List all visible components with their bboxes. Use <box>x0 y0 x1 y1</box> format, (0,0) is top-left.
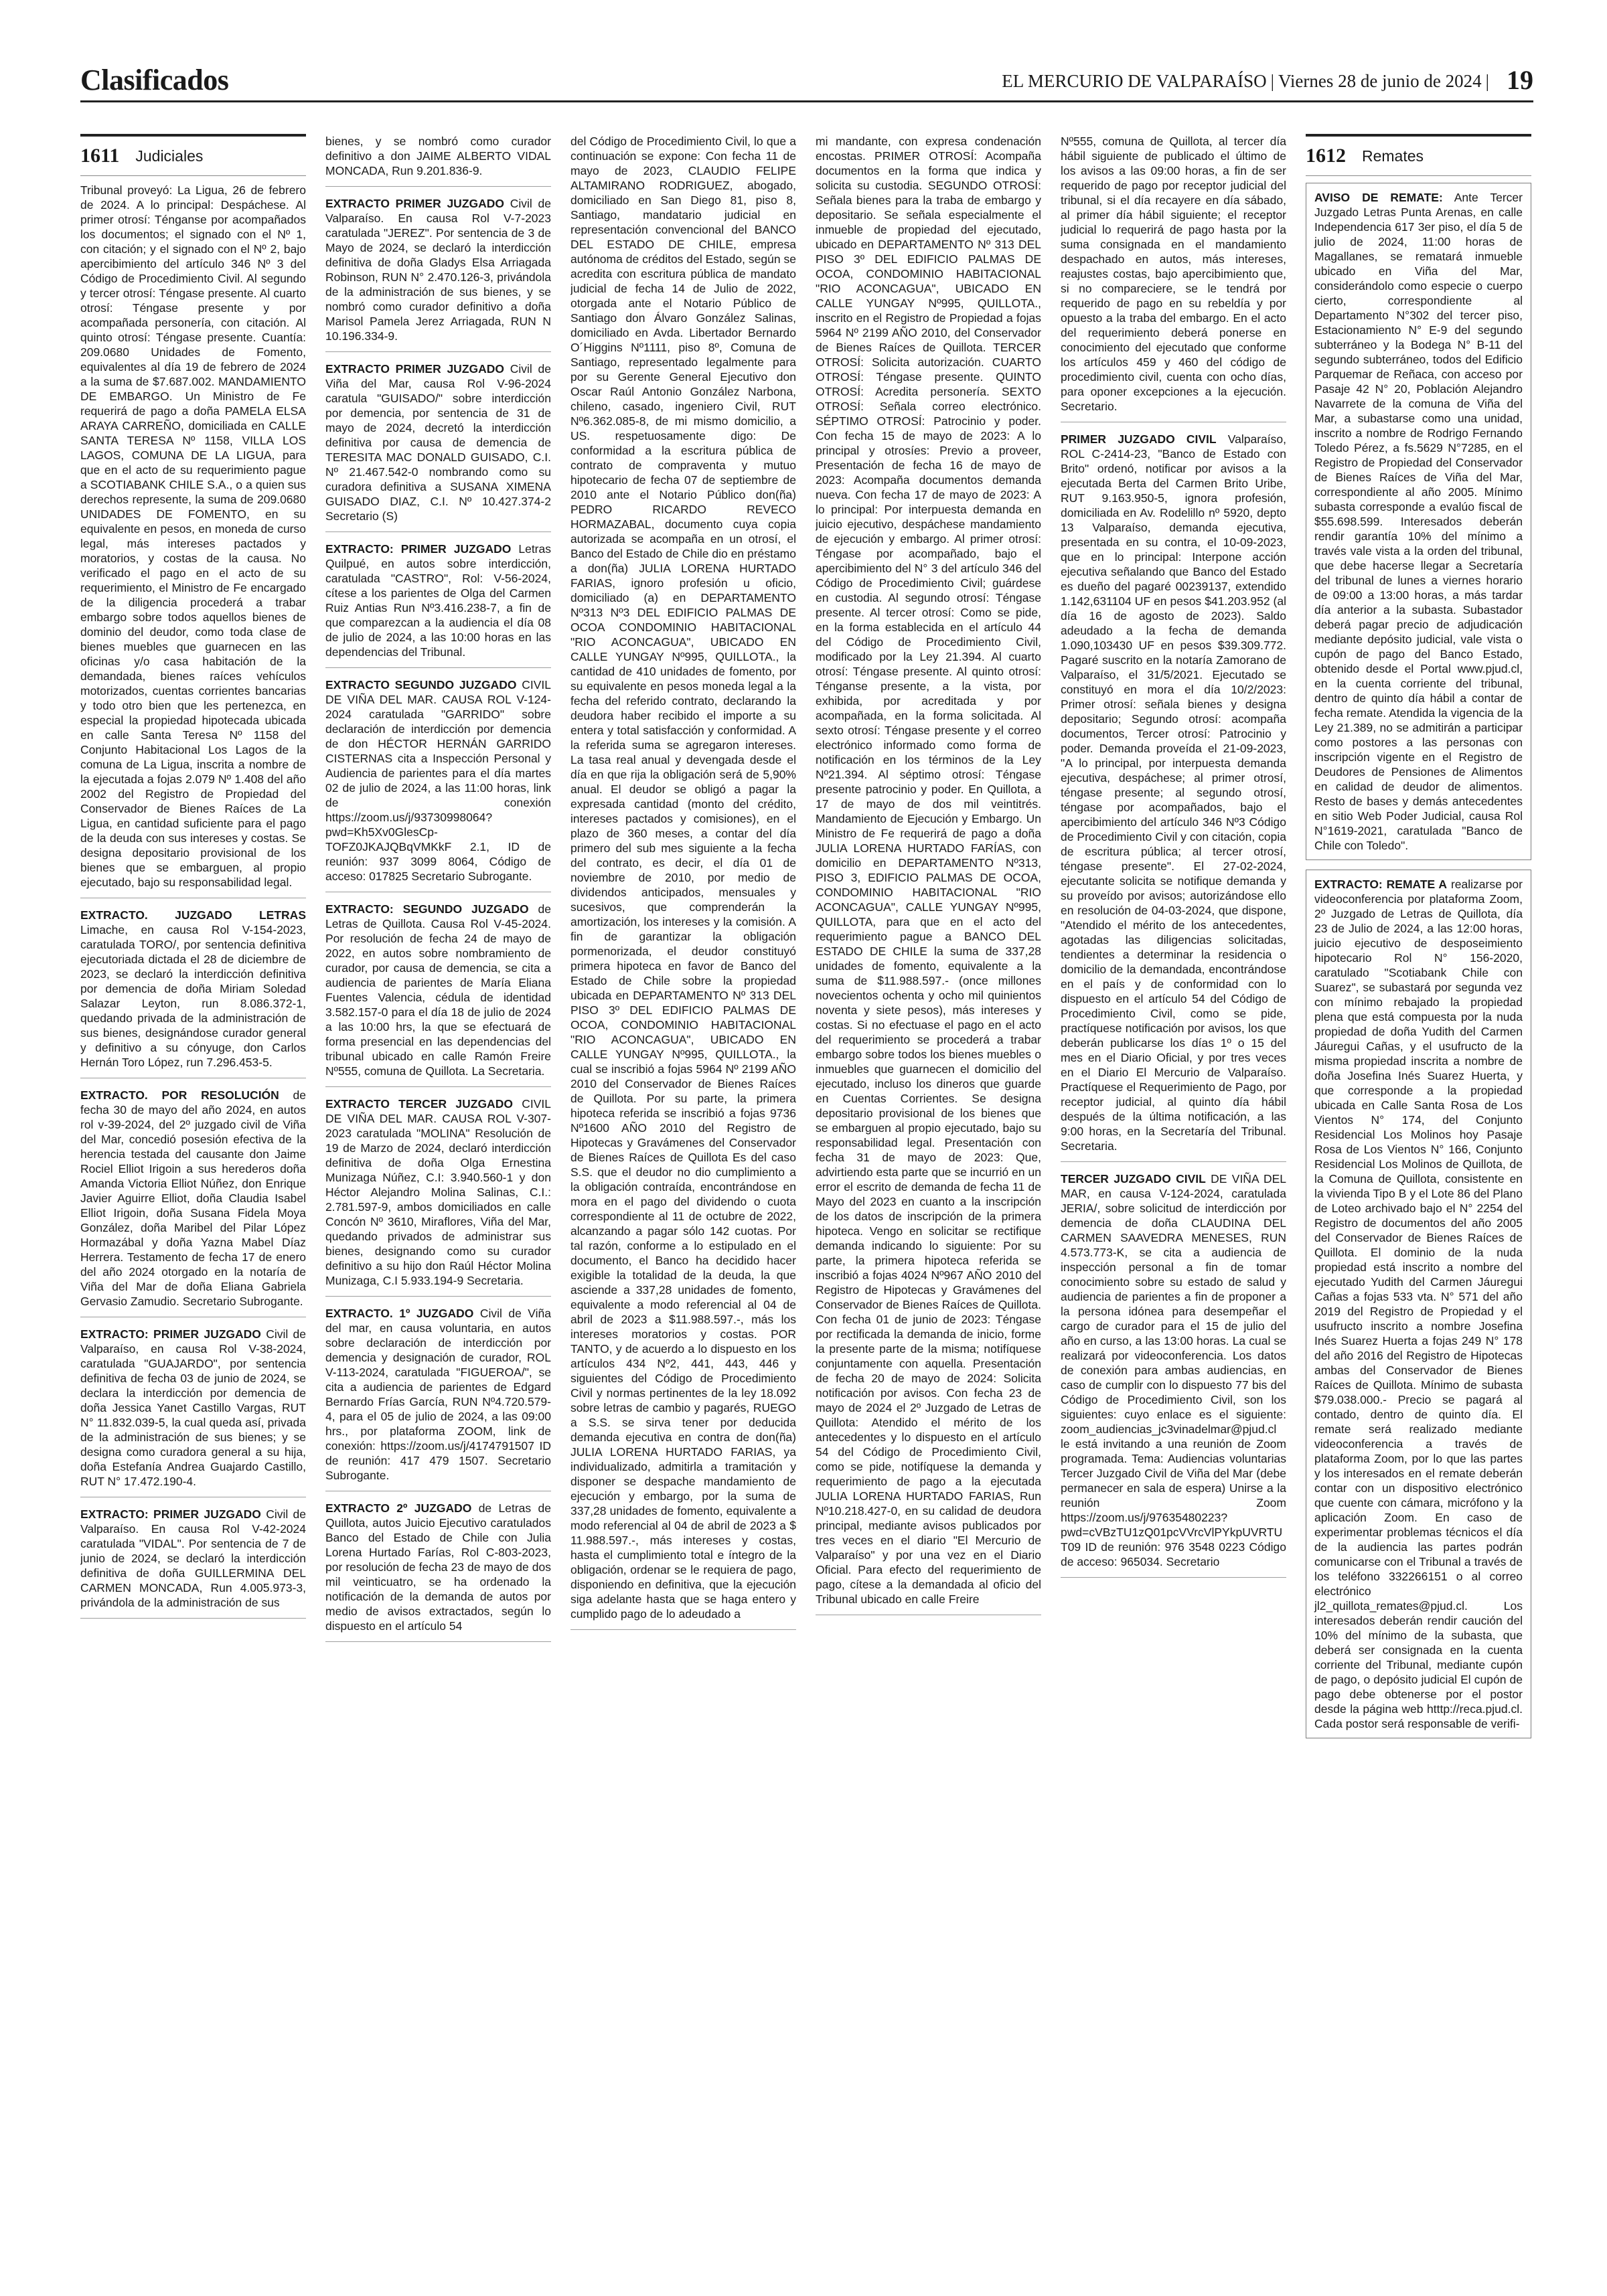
notice-body: de Letras de Quillota, autos Juicio Ejecutivo caratulados Banco del Estado de Chile con Julia Lorena Hurtado Farías, Rol C-803-2023, por resolución de fecha 23 de mayo de dos mil veinticuatro, se ha ordenado la notificación de la demanda de autos por medio de avisos extractados, según lo dispuesto en el artículo 54 <box>325 1501 551 1633</box>
legal-notice <box>325 196 551 352</box>
newspaper-page <box>80 59 1533 2241</box>
separator: | <box>1485 71 1489 91</box>
notice-body: Civil de Viña del mar, en causa voluntaria, en autos sobre declaración de interdicción por demencia y designación de curador, ROL V-113-2024, caratulada "FIGUEROA/", se cita a audiencia de parientes de Edgard Bernardo Frías García, RUN Nº4.720.579-4, para el 05 de julio de 2024, a las 09:00 hrs., por plataforma ZOOM, link de conexión: https://zoom.us/j/4174791507 ID de reunión: 417 479 1507. Secretario Subrogante. <box>325 1307 551 1482</box>
column-1 <box>80 134 306 2242</box>
notice-body: Civil de Valparaíso. En causa Rol V-7-2023 caratulada "JEREZ". Por sentencia de 3 de Mayo de 2024, se declaró la interdicción definitiva de doña Gladys Elsa Arriagada Robinson, RUN N° 2.470.126-3, privándola de la administración de sus bienes, y se nombró como curador definitivo a doña Marisol Pamela Jerez Arriagada, RUN N 10.196.334-9. <box>325 197 551 343</box>
masthead <box>80 59 1533 102</box>
column-4 <box>816 134 1041 2242</box>
notice-body: Limache, en causa Rol V-154-2023, caratulada TORO/, por sentencia definitiva ejecutoriada dictada el 28 de diciembre de 2023, se declaró la interdicción definitiva por demencia de doña Miriam Soledad Salazar Leyton, run 8.086.372-1, quedando privada de la administración de sus bienes, designándose curador general y definitivo a su cónyuge, don Carlos Hernán Toro López, run 7.296.453-5. <box>80 923 306 1069</box>
legal-notice <box>325 542 551 668</box>
notice-body: CIVIL DE VIÑA DEL MAR. CAUSA ROL V-124-2024 caratulada "GARRIDO" sobre declaración de interdicción por demencia de don HÉCTOR HERNÁN GARRIDO CISTERNAS cita a Inspección Personal y Audiencia de parientes para el día martes 02 de julio de 2024, a las 11:00 horas, link de conexión https://zoom.us/j/93730998064?pwd=Kh5Xv0GlesCp-TOFZ0JKAJQBqVMKkF 2.1, ID de reunión: 937 3099 8064, Código de acceso: 017825 Secretario Subrogante. <box>325 678 551 883</box>
legal-notice <box>80 1088 306 1317</box>
notice-body: de Letras de Quillota. Causa Rol V-45-2024. Por resolución de fecha 24 de mayo de 2022, en autos sobre nombramiento de curador, por causa de demencia, se cita a audiencia de parientes de María Eliana Fuentes Valencia, cédula de identidad 3.582.157-0 para el día 18 de julio de 2024 a las 10:00 hrs, la que se efectuará de forma presencial en las dependencias del tribunal ubicado en calle Ramón Freire Nº555, comuna de Quillota. La Secretaria. <box>325 902 551 1078</box>
notice-body: Civil de Valparaíso, en causa Rol V-38-2024, caratulada "GUAJARDO", por sentencia definitiva de fecha 03 de junio de 2024, se declara la interdicción por demencia de doña Jessica Yanet Castillo Vargas, RUT N° 11.832.039-5, la cual queda así, privada de la administración de sus bienes; y se designa como curadora general a su hija, doña Estefanía Andrea Guajardo Castillo, RUT N° 17.472.190-4. <box>80 1327 306 1488</box>
legal-notice <box>80 908 306 1078</box>
legal-notice <box>325 361 551 532</box>
notice-body: Valparaíso, ROL C-2414-23, "Banco de Estado con Brito" ordenó, notificar por avisos a la ejecutada Berta del Carmen Brito Uribe, RUT 9.163.950-5, ignora profesión, domiciliada en Av. Rodelillo nº 5920, depto 13 Valparaíso, demanda ejecutiva, presentada en su contra, el 10-09-2023, que en lo principal: Interpone acción ejecutiva señalando que Banco del Estado es dueño del pagaré 00239137, extendido 1.142,631104 UF en pesos $41.203.952 (al día 16 de agosto de 2023). Saldo adeudado a la fecha de demanda 1.090,103430 UF en pesos $39.309.772. Pagaré suscrito en la notaría Zamorano de Valparaíso, el 31/5/2021. Ejecutado se constituyó en mora el día 10/2/2023: Primer otrosí: señala bienes y designa depositario; Segundo otrosí: acompaña documentos, Tercer otrosí: Patrocinio y poder. Demanda proveída el 21-09-2023, "A lo principal, por interpuesta demanda ejecutiva, despáchese; al primer otrosí, téngase presente; al segundo otrosí, téngase por acompañados, bajo el apercibimiento del artículo 346 Nº3 Código de Procedimiento Civil y con citación, copia de escritura pública; al tercer otrosí, téngase presente". El 27-02-2024, ejecutante solicita se notifique demanda y su proveído por avisos; autorizándose ello en resolución de 04-03-2024, que dispone, "Atendido el mérito de los antecedentes, agotadas las diligencias solicitadas, tendientes a determinar la residencia o domicilio de la demandada, encontrándose en el país y de conformidad con lo dispuesto en el artículo 54 del Código de Procedimiento Civil, como se pide, practíquese notificación por avisos, los que deberán publicarse los días 1º o 15 del mes en el Diario Oficial, y por tres veces en el Diario El Mercurio de Valparaíso. Practíquese el Requerimiento de Pago, por receptor judicial, al quinto día hábil después de la última notificación, a las 9:00 horas, en la Secretaría del Tribunal. Secretaria. <box>1061 432 1286 1153</box>
legal-notice <box>325 1501 551 1642</box>
section-title: Clasificados <box>80 64 229 96</box>
section-category: Judiciales <box>135 147 204 165</box>
legal-notice <box>325 134 551 187</box>
column-6 <box>1306 134 1531 2242</box>
legal-notice <box>1306 870 1531 1738</box>
notice-lead: EXTRACTO. 1º JUZGADO <box>325 1307 474 1320</box>
publication-date: Viernes 28 de junio de 2024 <box>1278 71 1482 91</box>
legal-notice <box>325 1306 551 1491</box>
publication-line <box>1002 71 1493 92</box>
legal-notice <box>80 183 306 898</box>
notice-body: CIVIL DE VIÑA DEL MAR. CAUSA ROL V-307-2023 caratulada "MOLINA" Resolución de 19 de Marzo de 2024, declaró interdicción definitiva de doña Olga Ernestina Munizaga Núñez, C.I: 3.940.560-1 y don Héctor Alejandro Molina Salinas, C.I.: 2.781.597-9, ambos domiciliados en calle Concón Nº 3610, Miraflores, Viña del Mar, quedando privados de administrar sus bienes, designando como su curador definitivo a su hijo don Raúl Héctor Molina Munizaga, C.I 5.933.194-9 Secretaria. <box>325 1097 551 1287</box>
newspaper-name: EL MERCURIO DE VALPARAÍSO <box>1002 71 1267 91</box>
section-number: 1612 <box>1306 145 1346 167</box>
notice-body: de fecha 30 de mayo del año 2024, en autos rol v-39-2024, del 2º juzgado civil de Viña del Mar, concedió posesión efectiva de la herencia testada del causante don Jaime Rociel Elliot Irigoin a sus herederos doña Amanda Victoria Elliot Núñez, don Enrique Javier Aguirre Elliot, doña Claudia Isabel Elliot Irigoin, doña Susana Fidela Moya González, doña Maribel del Pilar López Hormazábal y doña Yazna Mabel Díaz Herrera. Testamento de fecha 17 de enero del año 2024 otorgado en la notaría de Viña del Mar de doña Eliana Gabriela Gervasio Zamudio. Secretario Subrogante. <box>80 1088 306 1308</box>
notice-lead: EXTRACTO PRIMER JUZGADO <box>325 197 505 210</box>
legal-notice <box>325 677 551 892</box>
legal-notice <box>325 1096 551 1297</box>
legal-notice <box>816 134 1041 1615</box>
notice-body: bienes, y se nombró como curador definitivo a don JAIME ALBERTO VIDAL MONCADA, Run 9.201.836-9. <box>325 135 551 177</box>
section-number: 1611 <box>80 145 120 167</box>
notice-body: Ante Tercer Juzgado Letras Punta Arenas, en calle Independencia 617 3er piso, el día 5 de julio de 2024, 11:00 horas de Magallanes, se rematará inmueble ubicado en Viña del Mar, considerándolo como especie o cuerpo cierto, correspondiente al Departamento N°302 del tercer piso, Estacionamiento N° E-9 del segundo subterráneo y la Bodega N° B-11 del segundo subterráneo, todos del Edificio Parquemar de Reñaca, con acceso por Pasaje 42 N° 20, Población Alejandro Navarrete de la comuna de Viña del Mar, a subastarse como una unidad, inscrito a nombre de Rodrigo Fernando Toledo Pérez, a fs.5629 N°7285, en el Registro de Propiedad del Conservador de Bienes Raíces de Viña del Mar, correspondiente al año 2005. Mínimo subasta corresponde a evalúo fiscal de $55.698.599. Interesados deberán rendir garantía 10% del mínimo a través vale vista a la orden del tribunal, que debe hacerse llegar a Secretaría del tribunal de lunes a viernes horario de 09:00 a 13:00 horas, a más tardar día anterior a la subasta. Subastador deberá pagar precio de adjudicación mediante depósito judicial, vale vista o cupón de pago del Banco Estado, obtenido desde el Portal www.pjud.cl, en la cuenta corriente del tribunal, dentro de quinto día hábil a contar de fecha remate. Atendida la vigencia de la Ley 21.389, no se admitirán a participar como postores a las personas con inscripción vigente en el Registro de Deudores de Pensiones de Alimentos en calidad de deudor de alimentos. Resto de bases y demás antecedentes en sitio Web Poder Judicial, causa Rol N°1619-2021, caratulada "Banco de Chile con Toledo". <box>1314 191 1523 852</box>
notice-body: Civil de Valparaíso. En causa Rol V-42-2024 caratulada "VIDAL". Por sentencia de 7 de junio de 2024, se declaró la interdicción definitiva de doña GUILLERMINA DEL CARMEN MONCADA, Run 4.005.973-3, privándola de la administración de sus <box>80 1507 306 1609</box>
legal-notice <box>1306 183 1531 860</box>
notice-lead: EXTRACTO: PRIMER JUZGADO <box>80 1507 261 1521</box>
column-2 <box>325 134 551 2242</box>
notice-lead: EXTRACTO SEGUNDO JUZGADO <box>325 678 517 691</box>
notice-lead: AVISO DE REMATE: <box>1314 191 1443 204</box>
legal-notice <box>325 902 551 1087</box>
notice-body: del Código de Procedimiento Civil, lo que a continuación se expone: Con fecha 11 de mayo de 2023, CLAUDIO FELIPE ALTAMIRANO RODRIGUEZ, abogado, domiciliado en San Diego 81, piso 8, Santiago, mandatario judicial en representación convencional del BANCO DEL ESTADO DE CHILE, empresa autónoma de créditos del Estado, según se acredita con escritura pública de mandato judicial de fecha 14 de Julio de 2022, otorgada ante el Notario Público de Santiago don Álvaro González Salinas, domiciliado en Avda. Libertador Bernardo O´Higgins Nº1111, piso 8º, Comuna de Santiago, representado legalmente para por su Gerente General Ejecutivo don Oscar Raúl Antonio González Narbona, chileno, casado, ingeniero Civil, RUT Nº6.362.085-8, de mi mismo domicilio, a US. respetuosamente digo: De conformidad a la escritura pública de contrato de compraventa y mutuo hipotecario de fecha 07 de septiembre de 2010 ante el Notario Público don(ña) PEDRO RICARDO REVECO HORMAZABAL, documento cuya copia autorizada se acompaña en un otrosí, el Banco del Estado de Chile dio en préstamo a don(ña) JULIA LORENA HURTADO FARIAS, ignoro profesión u oficio, domiciliado (a) en DEPARTAMENTO Nº313 Nº3 DEL EDIFICIO PALMAS DE OCOA CONDOMINIO HABITACIONAL "RIO ACONCAGUA", UBICADO EN CALLE YUNGAY Nº995, QUILLOTA., la cantidad de 410 unidades de fomento, por su equivalente en pesos moneda legal a la fecha del referido contrato, declarando la deudora haber recibido el importe a su entera y total satisfacción y conformidad. A la referida suma se agregaron intereses. La tasa real anual y devengada desde el día en que rija la obligación será de 5,90% anual. El deudor se obligó a pagar la expresada cantidad (monto del crédito, intereses pactados y comisiones), en el plazo de 360 meses, a contar del día primero del sub mes siguiente a la fecha del contrato, es decir, el día 01 de noviembre de 2010, por medio de dividendos anticipados, mensuales y sucesivos, que comprenderán la amortización, los intereses y la comisión. A fin de garantizar la obligación pormenorizada, el deudor constituyó primera hipoteca en favor de Banco del Estado de Chile sobre la propiedad ubicada en DEPARTAMENTO Nº 313 DEL PISO 3º DEL EDIFICIO PALMAS DE OCOA, CONDOMINIO HABITACIONAL "RIO ACONCAGUA", UBICADO EN CALLE YUNGAY Nº995, QUILLOTA., la cual se inscribió a fojas 5964 Nº 2199 AÑO 2010 del Conservador de Bienes Raíces de Quillota. Por su parte, la primera hipoteca referida se inscribió a fojas 9736 Nº1600 AÑO 2010 del Registro de Hipotecas y Gravámenes del Conservador de Bienes Raíces de Quillota Es del caso S.S. que el deudor no dio cumplimiento a la obligación contraída, encontrándose en mora en el pago del dividendo o cuota correspondiente al 11 de octubre de 2022, alcanzando a pagar sólo 142 cuotas. Por tal razón, conforme a lo estipulado en el documento, el Banco ha decidido hacer exigible la totalidad de la deuda, la que asciende a 337,28 unidades de fomento, equivalente a modo referencial al 04 de abril de 2023 a $11.988.597.-, más los intereses moratorios y costas. POR TANTO, y de acuerdo a lo dispuesto en los artículos 434 Nº2, 441, 443, 446 y siguientes del Código de Procedimiento Civil y normas pertinentes de la ley 18.092 sobre letras de cambio y pagarés, RUEGO a S.S. se sirva tener por deducida demanda ejecutiva en contra de don(ña) JULIA LORENA HURTADO FARIAS, ya individualizado, admitirla a tramitación y disponer se despache mandamiento de ejecución y embargo, por la suma de 337,28 unidades de fomento, equivalente a modo referencial al 04 de abril de 2023 a $ 11.988.597.-, más intereses y costas, hasta el cumplimiento total e íntegro de la obligación, ordenar se le requiera de pago, disponiendo en definitiva, que la ejecución siga adelante hasta que se haga entero y cumplido pago de lo adeudado a <box>570 135 796 1621</box>
notice-lead: EXTRACTO: REMATE A <box>1314 878 1448 891</box>
columns-container <box>80 134 1533 2242</box>
page-number: 19 <box>1507 65 1533 95</box>
notice-lead: TERCER JUZGADO CIVIL <box>1061 1172 1206 1185</box>
section-heading <box>1306 134 1531 176</box>
column-5 <box>1061 134 1286 2242</box>
notice-lead: EXTRACTO: PRIMER JUZGADO <box>325 542 512 556</box>
notice-lead: EXTRACTO. POR RESOLUCIÓN <box>80 1088 279 1102</box>
notice-body: realizarse por videoconferencia por plataforma Zoom, 2º Juzgado de Letras de Quillota, día 23 de Julio de 2024, a las 12:00 horas, juicio ejecutivo de desposeimiento hipotecario Rol N° 156-2020, caratulado "Scotiabank Chile con Suarez", se subastará por segunda vez con mínimo rebajado la propiedad plena que está compuesta por la nuda propiedad de doña Yudith del Carmen Jáuregui Cañas, y el usufructo de la misma propiedad inscrita a nombre de doña Josefina Inés Suarez Huerta, y que corresponde a la propiedad ubicada en Calle Santa Rosa de Los Vientos N° 174, del Conjunto Residencial Los Molinos hoy Pasaje Rosa de Los Vientos N° 166, Conjunto Residencial Los Molinos de Quillota, de la Comuna de Quillota, consistente en la vivienda Tipo B y el Lote 86 del Plano de Loteo archivado bajo el N° 2254 del Registro de documentos del año 2005 del Conservador de Bienes Raíces de Quillota. El dominio de la nuda propiedad está inscrito a nombre del ejecutado Yudith del Carmen Jáuregui Cañas a fojas 533 vta. N° 571 del año 2019 del Registro de Propiedad y el usufructo inscrito a nombre Josefina Inés Suarez Huerta a fojas 249 N° 178 del año 2016 del Registro de Hipotecas ambas del Conservador de Bienes Raíces de Quillota. Mínimo de subasta $79.038.000.- Precio se pagará al contado, dentro de quinto día. El remate será realizado mediante videoconferencia a través de plataforma Zoom, por lo que las partes y los interesados en el remate deberán contar con un dispositivo electrónico que cuente con cámara, micrófono y la aplicación Zoom. En caso de experimentar problemas técnicos el día de la audiencia las partes podrán comunicarse con el Tribunal a través de los teléfono 332266151 o al correo electrónico jl2_quillota_remates@pjud.cl. Los interesados deberán rendir caución del 10% del mínimo de la subasta, que deberá ser consignada en la cuenta corriente del Tribunal, mediante cupón de pago, o depósito judicial El cupón de pago debe obtenerse por el postor desde la página web htttp://reca.pjud.cl. Cada postor será responsable de verifi- <box>1314 878 1523 1730</box>
section-category: Remates <box>1362 147 1424 165</box>
notice-body: DE VIÑA DEL MAR, en causa V-124-2024, caratulada JERIA/, sobre solicitud de interdicción por demencia de doña CLAUDINA DEL CARMEN SAAVEDRA MENESES, RUN 4.573.773-K, se cita a audiencia de inspección personal a fin de tomar conocimiento sobre su estado de salud y audiencia de parientes a fin de proponer a la persona idónea para desempeñar el cargo de curador para el 15 de julio del año en curso, a las 13:00 horas. La cual se realizará por videoconferencia. Los datos de conexión para ambas audiencias, en caso de cumplir con lo dispuesto 77 bis del Código de Procedimiento Civil, son los siguientes: cuyo enlace es el siguiente: zoom_audiencias_jc3vinadelmar@pjud.cl le está invitando a una reunión de Zoom programada. Tema: Audiencias voluntarias Tercer Juzgado Civil de Viña del Mar (debe permanecer en sala de espera) Unirse a la reunión Zoom https://zoom.us/j/97635480223?pwd=cVBzTU1zQ01pcVVrcVlPYkpUVRTUT09 ID de reunión: 976 3548 0223 Código de acceso: 965034. Secretario <box>1061 1172 1286 1568</box>
notice-body: Civil de Viña del Mar, causa Rol V-96-2024 caratula "GUISADO/" sobre interdicción por demencia, por sentencia de 31 de mayo de 2024, decretó la interdicción definitiva por causa de demencia de TERESITA MAC DONALD GUISADO, C.I. Nº 21.467.542-0 nombrando como su curadora definitiva a SUSANA XIMENA GUISADO DIAZ, C.I. Nº 10.427.374-2 Secretario (S) <box>325 362 551 523</box>
section-heading <box>80 134 306 176</box>
column-3 <box>570 134 796 2242</box>
notice-lead: PRIMER JUZGADO CIVIL <box>1061 432 1217 446</box>
legal-notice <box>1061 1171 1286 1578</box>
notice-body: Tribunal proveyó: La Ligua, 26 de febrero de 2024. A lo principal: Despáchese. Al primer otrosí: Ténganse por acompañados los documentos; el signado con el Nº 1, con citación; y el signado con el Nº 2, bajo apercibimiento del artículo 346 Nº 3 del Código de Procedimiento Civil. Al segundo y tercer otrosí: Téngase presente. Al cuarto otrosí: Téngase presente y por acompañada personería, con citación. Al quinto otrosí: Téngase presente. Cuantía: 209.0680 Unidades de Fomento, equivalentes al día 19 de febrero de 2024 a la suma de $7.687.002. MANDAMIENTO DE EMBARGO. Un Ministro de Fe requerirá de pago a doña PAMELA ELSA ARAYA CARREÑO, domiciliada en CALLE SANTA TERESA Nº 1158, VILLA LOS LAGOS, COMUNA DE LA LIGUA, para que en el acto de su requerimiento pague a SCOTIABANK CHILE S.A., o a quien sus derechos represente, la suma de 209.0680 UNIDADES DE FOMENTO, en su equivalente en pesos, en moneda de curso legal, más intereses pactados y moratorios, y costas de la causa. No verificado el pago en el acto de su requerimiento, el Ministro de Fe encargado de la diligencia procederá a trabar embargo sobre todos aquellos bienes de dominio del deudor, como toda clase de bienes muebles que guarnecen en las oficinas y/o casa habitación de la demandada, bienes raíces vehículos motorizados, cuentas corrientes bancarias y todo otro bien que les pertenezca, en especial la propiedad hipotecada ubicada en calle Santa Teresa Nº 1158 del Conjunto Habitacional Los Lagos de la comuna de La Ligua, inscrita a nombre de la ejecutada a fojas 2.079 Nº 1.408 del año 2002 del Registro de Propiedad del Conservador de Bienes Raíces de La Ligua, en cantidad suficiente para el pago de la deuda con sus intereses y costas. Se designa depositario provisional de los bienes que se embarguen, al propio ejecutado, bajo su responsabilidad legal. <box>80 183 306 889</box>
notice-lead: EXTRACTO: SEGUNDO JUZGADO <box>325 902 529 916</box>
legal-notice <box>80 1327 306 1497</box>
notice-lead: EXTRACTO 2º JUZGADO <box>325 1501 472 1515</box>
notice-lead: EXTRACTO: PRIMER JUZGADO <box>80 1327 261 1341</box>
notice-lead: EXTRACTO PRIMER JUZGADO <box>325 362 505 376</box>
notice-body: Letras Quilpué, en autos sobre interdicción, caratulada "CASTRO", Rol: V-56-2024, cítese a los parientes de Olga del Carmen Ruiz Antias Run Nº3.416.238-7, a fin de que comparezcan a la audiencia el día 08 de julio de 2024, a las 10:00 horas en las dependencias del Tribunal. <box>325 542 551 659</box>
notice-body: mi mandante, con expresa condenación encostas. PRIMER OTROSÍ: Acompaña documentos en la forma que indica y solicita su custodia. SEGUNDO OTROSÍ: Señala bienes para la traba de embargo y depositario. Se señala especialmente el inmueble de propiedad del ejecutado, ubicado en DEPARTAMENTO Nº 313 DEL PISO 3º DEL EDIFICIO PALMAS DE OCOA, CONDOMINIO HABITACIONAL "RIO ACONCAGUA", UBICADO EN CALLE YUNGAY Nº995, QUILLOTA., inscrito en el Registro de Propiedad a fojas 5964 Nº 2199 AÑO 2010, del Conservador de Bienes Raíces de Quillota. TERCER OTROSÍ: Solicita autorización. CUARTO OTROSÍ: Téngase presente. QUINTO OTROSÍ: Acredita personería. SEXTO OTROSÍ: Señala correo electrónico. SÉPTIMO OTROSÍ: Patrocinio y poder. Con fecha 15 de mayo de 2023: A lo principal y otrosíes: Previo a proveer, Presentación de fecha 16 de mayo de 2023: Acompaña documentos demanda nueva. Con fecha 17 de mayo de 2023: A lo principal: Por interpuesta demanda en juicio ejecutivo, despáchese mandamiento de ejecución y embargo. Al primer otrosí: Téngase por acompañado, bajo el apercibimiento del N° 3 del artículo 346 del Código de Procedimiento Civil; guárdese en custodia. Al segundo otrosí: Téngase presente. Al tercer otrosí: Como se pide, en la forma establecida en el artículo 44 del Código de Procedimiento Civil, modificado por la Ley 21.394. Al cuarto otrosí: Téngase presente. Al quinto otrosí: Ténganse presente, a la vista, por exhibida, por acreditada y por acompañada, en la forma solicitada. Al sexto otrosí: Téngase presente y el correo electrónico informado como forma de notificación en los términos de la Ley Nº21.394. Al séptimo otrosí: Téngase presente patrocinio y poder. En Quillota, a 17 de mayo de dos mil veintitrés. Mandamiento de Ejecución y Embargo. Un Ministro de Fe requerirá de pago a doña JULIA LORENA HURTADO FARÍAS, con domicilio en DEPARTAMENTO Nº313, PISO 3, EDIFICIO PALMAS DE OCOA, CONDOMINIO HABITACIONAL "RIO ACONCAGUA", CALLE YUNGAY Nº995, QUILLOTA, para que en el acto del requerimiento pague a BANCO DEL ESTADO DE CHILE la suma de 337,28 unidades de fomento, equivalente a la suma de $11.988.597.- (once millones novecientos ochenta y ocho mil quinientos noventa y siete pesos), más intereses y costas. Si no efectuase el pago en el acto del requerimiento se procederá a trabar embargo sobre todos los bienes muebles o inmuebles que guarnecen el domicilio del ejecutado, incluso los dineros que guarde en Cuentas Corrientes. Se designa depositario provisional de los bienes que se embarguen al propio ejecutado, bajo su responsabilidad legal. Presentación con fecha 31 de mayo de 2023: Que, advirtiendo esta parte que se incurrió en un error el escrito de demanda de fecha 11 de Mayo del 2023 en cuanto a la inscripción de los datos de inscripción de la primera hipoteca. Vengo en solicitar se rectifique demanda indicando lo siguiente: Por su parte, la primera hipoteca referida se inscribió a fojas 4024 Nº967 AÑO 2010 del Registro de Hipotecas y Gravámenes del Conservador de Bienes Raíces de Quillota. Con fecha 01 de junio de 2023: Téngase por rectificada la demanda de inicio, forme la presente parte de la misma; notifíquese conjuntamente con aquella. Presentación de fecha 20 de mayo de 2024: Solicita notificación por avisos. Con fecha 23 de mayo de 2024 el 2º Juzgado de Letras de Quillota: Atendido el mérito de los antecedentes y lo dispuesto en el artículo 54 del Código de Procedimiento Civil, como se pide, notifíquese la demanda y requerimiento de pago a la ejecutada JULIA LORENA HURTADO FARIAS, Run Nº10.218.427-0, en su calidad de deudora principal, mediante avisos publicados por tres veces en el diario "El Mercurio de Valparaíso" y por una vez en el Diario Oficial. Para efecto del requerimiento de pago, cítese a la demandada al oficio del Tribunal ubicado en calle Freire <box>816 135 1041 1606</box>
legal-notice <box>1061 134 1286 422</box>
legal-notice <box>80 1507 306 1619</box>
notice-lead: EXTRACTO. JUZGADO LETRAS <box>80 908 306 922</box>
notice-lead: EXTRACTO TERCER JUZGADO <box>325 1097 513 1111</box>
notice-body: Nº555, comuna de Quillota, al tercer día hábil siguiente de publicado el último de los avisos a las 09:00 horas, a fin de ser requerido de pago por receptor judicial del tribunal, si el día recayere en día sábado, al primer día hábil siguiente; el receptor judicial lo requerirá de pago hasta por la suma consignada en el mandamiento despachado en autos, más intereses, reajustes costas, bajo apercibimiento que, si no compareciere, se le tendrá por requerido de pago en su rebeldía y por opuesto a la traba del embargo. En el acto del requerimiento deberá ponerse en conocimiento del ejecutado que conforme los artículos 459 y 460 del código de procedimiento civil, cuenta con ocho días, para oponer excepciones a la ejecución. Secretario. <box>1061 135 1286 413</box>
separator: | <box>1270 71 1275 91</box>
legal-notice <box>1061 432 1286 1162</box>
legal-notice <box>570 134 796 1630</box>
